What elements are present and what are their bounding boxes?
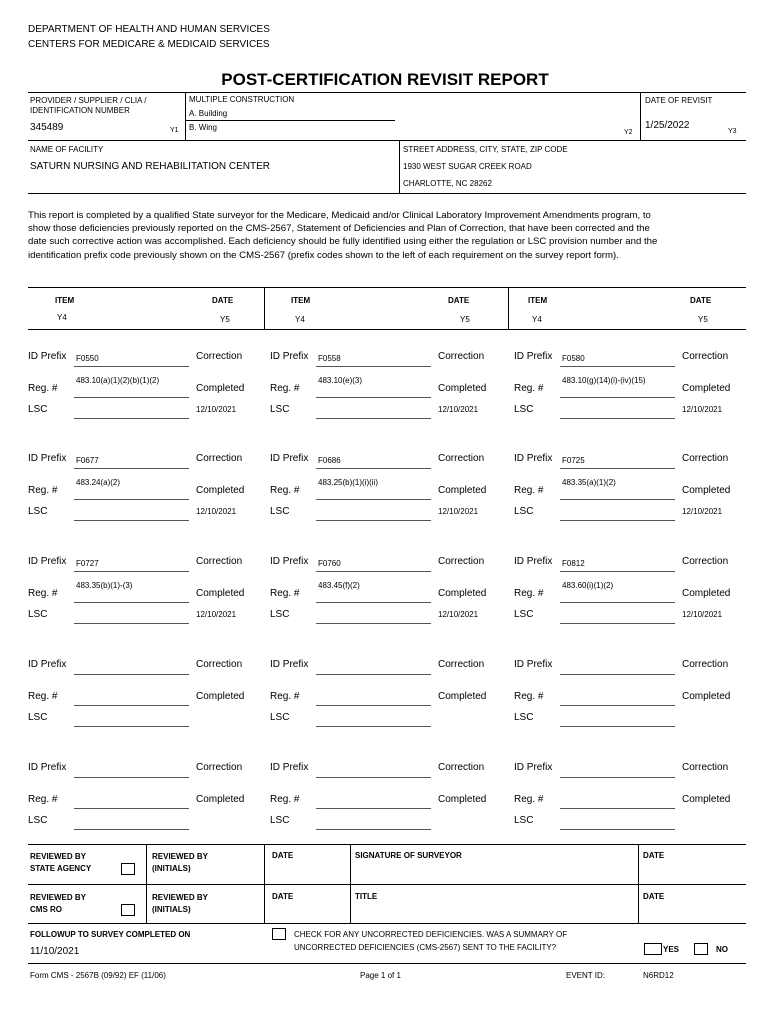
reg-value[interactable]: 483.10(e)(3) [318, 376, 363, 385]
lsc-field[interactable] [316, 829, 431, 830]
reg-field[interactable] [74, 499, 189, 500]
completed-label: Completed [438, 691, 487, 702]
id-prefix-field[interactable] [74, 777, 189, 778]
y3-label: Y3 [728, 128, 737, 135]
reg-label: Reg. # [270, 485, 300, 496]
id-prefix-field[interactable] [560, 777, 675, 778]
followup-value: 11/10/2021 [30, 946, 80, 957]
facility-name-value: SATURN NURSING AND REHABILITATION CENTER [30, 161, 271, 172]
correction-label: Correction [438, 351, 485, 362]
id-prefix-field[interactable] [560, 468, 675, 469]
id-prefix-field[interactable] [560, 366, 675, 367]
completed-label: Completed [196, 588, 245, 599]
event-id-label: EVENT ID: [566, 971, 605, 980]
completed-label: Completed [682, 485, 731, 496]
lsc-field[interactable] [560, 623, 675, 624]
lsc-field[interactable] [560, 418, 675, 419]
address-label: STREET ADDRESS, CITY, STATE, ZIP CODE [403, 145, 568, 154]
agency-line-1: DEPARTMENT OF HEALTH AND HUMAN SERVICES [28, 24, 270, 35]
lsc-field[interactable] [560, 726, 675, 727]
correction-label: Correction [196, 453, 243, 464]
uncorrected-deficiencies-checkbox[interactable] [272, 928, 286, 940]
correction-label: Correction [438, 762, 485, 773]
lsc-field[interactable] [74, 726, 189, 727]
reg-field[interactable] [560, 602, 675, 603]
lsc-label: LSC [270, 404, 290, 415]
completed-label: Completed [196, 691, 245, 702]
id-prefix-label: ID Prefix [270, 556, 309, 567]
id-prefix-value[interactable]: F0725 [562, 456, 585, 465]
col2-y5: Y5 [460, 315, 470, 324]
signature-date-label: DATE [643, 851, 665, 860]
agency-line-2: CENTERS FOR MEDICARE & MEDICAID SERVICES [28, 39, 270, 50]
id-prefix-label: ID Prefix [270, 762, 309, 773]
address-line-1: 1930 WEST SUGAR CREEK ROAD [403, 162, 532, 171]
lsc-field[interactable] [316, 726, 431, 727]
page-title: POST-CERTIFICATION REVISIT REPORT [221, 70, 549, 89]
lsc-label: LSC [514, 712, 534, 723]
reg-label: Reg. # [28, 383, 58, 394]
correction-label: Correction [682, 453, 729, 464]
col1-y5: Y5 [220, 315, 230, 324]
event-id-value: N6RD12 [643, 971, 674, 980]
no-label: NO [716, 945, 728, 954]
completed-date-value[interactable]: 12/10/2021 [682, 405, 723, 414]
facility-name-label: NAME OF FACILITY [30, 145, 104, 154]
id-prefix-field[interactable] [560, 674, 675, 675]
reg-label: Reg. # [514, 588, 544, 599]
reg-field[interactable] [560, 705, 675, 706]
completed-date-value[interactable]: 12/10/2021 [438, 507, 479, 516]
lsc-label: LSC [270, 609, 290, 620]
title-label: TITLE [355, 892, 378, 901]
completed-date-value[interactable]: 12/10/2021 [438, 610, 479, 619]
id-prefix-label: ID Prefix [270, 453, 309, 464]
lsc-label: LSC [514, 404, 534, 415]
id-prefix-label: ID Prefix [28, 351, 67, 362]
completed-label: Completed [682, 691, 731, 702]
reg-value[interactable]: 483.10(g)(14)(i)-(iv)(15) [562, 376, 646, 385]
id-prefix-field[interactable] [316, 468, 431, 469]
lsc-label: LSC [28, 609, 48, 620]
correction-label: Correction [196, 351, 243, 362]
id-prefix-label: ID Prefix [270, 351, 309, 362]
reg-value[interactable]: 483.45(f)(2) [318, 581, 360, 590]
reg-field[interactable] [560, 499, 675, 500]
lsc-field[interactable] [74, 623, 189, 624]
lsc-field[interactable] [316, 623, 431, 624]
y2-label: Y2 [624, 129, 633, 136]
col3-item-header: ITEM [528, 296, 548, 305]
completed-date-value[interactable]: 12/10/2021 [682, 507, 723, 516]
completed-label: Completed [438, 383, 487, 394]
lsc-label: LSC [270, 815, 290, 826]
completed-label: Completed [438, 588, 487, 599]
lsc-field[interactable] [560, 520, 675, 521]
reg-label: Reg. # [28, 485, 58, 496]
reg-value[interactable]: 483.10(a)(1)(2)(b)(1)(2) [76, 376, 160, 385]
correction-label: Correction [196, 762, 243, 773]
col1-y4: Y4 [57, 313, 67, 322]
wing-label: B. Wing [189, 123, 218, 132]
reviewed-by-initials-label-1: REVIEWED BY (INITIALS) [152, 852, 209, 873]
reg-field[interactable] [560, 397, 675, 398]
lsc-label: LSC [514, 815, 534, 826]
reg-label: Reg. # [270, 383, 300, 394]
id-prefix-label: ID Prefix [28, 762, 67, 773]
y1-label: Y1 [170, 127, 179, 134]
completed-label: Completed [196, 794, 245, 805]
id-prefix-label: ID Prefix [514, 556, 553, 567]
reg-field[interactable] [316, 808, 431, 809]
reg-field[interactable] [316, 499, 431, 500]
id-prefix-value[interactable]: F0760 [318, 559, 341, 568]
reg-value[interactable]: 483.24(a)(2) [76, 478, 121, 487]
col1-date-header: DATE [212, 296, 234, 305]
col2-date-header: DATE [448, 296, 470, 305]
reg-label: Reg. # [28, 691, 58, 702]
date-of-revisit-value: 1/25/2022 [645, 120, 690, 131]
reg-label: Reg. # [28, 794, 58, 805]
lsc-field[interactable] [74, 829, 189, 830]
building-label: A. Building [189, 109, 228, 118]
correction-label: Correction [196, 556, 243, 567]
id-prefix-value[interactable]: F0727 [76, 559, 99, 568]
reg-label: Reg. # [270, 588, 300, 599]
lsc-label: LSC [514, 609, 534, 620]
lsc-label: LSC [28, 815, 48, 826]
form-number: Form CMS - 2567B (09/92) EF (11/06) [30, 971, 166, 980]
reg-label: Reg. # [514, 485, 544, 496]
completed-label: Completed [196, 485, 245, 496]
reg-field[interactable] [316, 397, 431, 398]
reg-label: Reg. # [514, 691, 544, 702]
title-date-label: DATE [643, 892, 665, 901]
col3-y4: Y4 [532, 315, 542, 324]
correction-label: Correction [438, 453, 485, 464]
id-prefix-field[interactable] [316, 366, 431, 367]
lsc-field[interactable] [316, 418, 431, 419]
reg-field[interactable] [74, 705, 189, 706]
id-prefix-label: ID Prefix [28, 453, 67, 464]
completed-label: Completed [438, 794, 487, 805]
reg-label: Reg. # [28, 588, 58, 599]
id-prefix-field[interactable] [316, 674, 431, 675]
cms-ro-checkbox[interactable] [121, 904, 135, 916]
id-prefix-field[interactable] [316, 777, 431, 778]
multiple-construction-label: MULTIPLE CONSTRUCTION [189, 95, 295, 104]
uncorrected-question: CHECK FOR ANY UNCORRECTED DEFICIENCIES. WAS A SUMMARY OF UNCORRECTED DEFICIENCIES (CMS-2567) SENT TO THE FACILITY? [294, 930, 568, 952]
provider-id-value: 345489 [30, 122, 64, 133]
lsc-field[interactable] [560, 829, 675, 830]
col2-item-header: ITEM [291, 296, 311, 305]
lsc-field[interactable] [316, 520, 431, 521]
id-prefix-field[interactable] [74, 366, 189, 367]
lsc-field[interactable] [74, 418, 189, 419]
id-prefix-label: ID Prefix [514, 351, 553, 362]
correction-label: Correction [682, 659, 729, 670]
lsc-label: LSC [28, 404, 48, 415]
reg-field[interactable] [74, 397, 189, 398]
reg-field[interactable] [316, 705, 431, 706]
id-prefix-value[interactable]: F0580 [562, 354, 585, 363]
id-prefix-value[interactable]: F0550 [76, 354, 99, 363]
completed-date-value[interactable]: 12/10/2021 [196, 405, 237, 414]
reg-field[interactable] [316, 602, 431, 603]
completed-date-value[interactable]: 12/10/2021 [682, 610, 723, 619]
id-prefix-value[interactable]: F0686 [318, 456, 341, 465]
reviewed-by-initials-label-2: REVIEWED BY (INITIALS) [152, 893, 209, 914]
col3-date-header: DATE [690, 296, 712, 305]
reg-label: Reg. # [270, 691, 300, 702]
col3-y5: Y5 [698, 315, 708, 324]
id-prefix-value[interactable]: F0677 [76, 456, 99, 465]
lsc-field[interactable] [74, 520, 189, 521]
provider-id-label: PROVIDER / SUPPLIER / CLIA / IDENTIFICATION NUMBER [30, 96, 147, 115]
lsc-label: LSC [514, 506, 534, 517]
reviewed-by-state-label: REVIEWED BY STATE AGENCY [30, 852, 92, 873]
correction-label: Correction [682, 556, 729, 567]
followup-label: FOLLOWUP TO SURVEY COMPLETED ON [30, 930, 191, 939]
completed-label: Completed [438, 485, 487, 496]
completed-date-value[interactable]: 12/10/2021 [438, 405, 479, 414]
completed-label: Completed [682, 588, 731, 599]
completed-label: Completed [196, 383, 245, 394]
state-agency-checkbox[interactable] [121, 863, 135, 875]
id-prefix-field[interactable] [316, 571, 431, 572]
id-prefix-label: ID Prefix [514, 659, 553, 670]
reg-label: Reg. # [514, 383, 544, 394]
id-prefix-field[interactable] [74, 571, 189, 572]
completed-date-value[interactable]: 12/10/2021 [196, 610, 237, 619]
reg-value[interactable]: 483.35(a)(1)(2) [562, 478, 616, 487]
yes-checkbox[interactable] [644, 943, 662, 955]
col1-item-header: ITEM [55, 296, 75, 305]
correction-label: Correction [682, 351, 729, 362]
correction-label: Correction [682, 762, 729, 773]
page-number: Page 1 of 1 [360, 971, 401, 980]
completed-date-value[interactable]: 12/10/2021 [196, 507, 237, 516]
lsc-label: LSC [28, 712, 48, 723]
id-prefix-field[interactable] [74, 674, 189, 675]
date-of-revisit-label: DATE OF REVISIT [645, 96, 713, 105]
correction-label: Correction [196, 659, 243, 670]
completed-label: Completed [682, 794, 731, 805]
id-prefix-label: ID Prefix [28, 659, 67, 670]
reg-value[interactable]: 483.35(b)(1)-(3) [76, 581, 133, 590]
completed-label: Completed [682, 383, 731, 394]
signature-label: SIGNATURE OF SURVEYOR [355, 851, 462, 860]
lsc-label: LSC [270, 712, 290, 723]
lsc-label: LSC [270, 506, 290, 517]
review-date-label-2: DATE [272, 892, 294, 901]
reg-field[interactable] [74, 602, 189, 603]
reg-field[interactable] [74, 808, 189, 809]
reg-label: Reg. # [514, 794, 544, 805]
correction-label: Correction [438, 556, 485, 567]
reg-field[interactable] [560, 808, 675, 809]
reg-value[interactable]: 483.25(b)(1)(i)(ii) [318, 478, 379, 487]
reviewed-by-cms-label: REVIEWED BY CMS RO [30, 893, 87, 914]
id-prefix-label: ID Prefix [514, 453, 553, 464]
id-prefix-field[interactable] [74, 468, 189, 469]
id-prefix-value[interactable]: F0558 [318, 354, 341, 363]
reg-label: Reg. # [270, 794, 300, 805]
id-prefix-field[interactable] [560, 571, 675, 572]
lsc-label: LSC [28, 506, 48, 517]
instructions-text: This report is completed by a qualified State surveyor for the Medicare, Medicaid and/or Clinical Laboratory Improvement Amendments program, to show those deficiencies previously reported on the CMS-2567, Statement of Deficiencies and Plan of Correction, that have been corrected and the date such corrective action was accomplished. Each deficiency should be fully identified using either the regulation or LSC provision number and the identification prefix code previously shown on the CMS-2567 (prefix codes shown to the left of each requirement on the survey report form). [28, 210, 658, 261]
id-prefix-value[interactable]: F0812 [562, 559, 585, 568]
col2-y4: Y4 [295, 315, 305, 324]
yes-label: YES [663, 945, 680, 954]
id-prefix-label: ID Prefix [28, 556, 67, 567]
id-prefix-label: ID Prefix [514, 762, 553, 773]
no-checkbox[interactable] [694, 943, 708, 955]
reg-value[interactable]: 483.60(i)(1)(2) [562, 581, 614, 590]
id-prefix-label: ID Prefix [270, 659, 309, 670]
address-line-2: CHARLOTTE, NC 28262 [403, 179, 492, 188]
correction-label: Correction [438, 659, 485, 670]
review-date-label-1: DATE [272, 851, 294, 860]
